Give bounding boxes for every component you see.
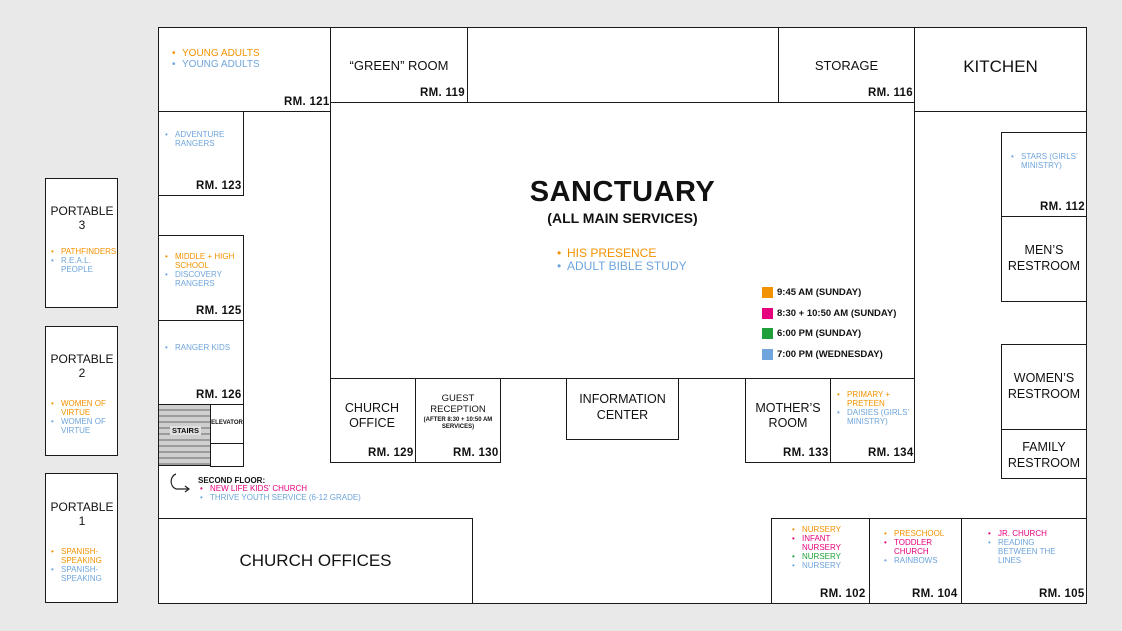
program-item: • WOMEN OF VIRTUE: [51, 418, 115, 436]
portable-1-programs: [51, 548, 115, 584]
room-104-number: RM. 104: [912, 588, 958, 600]
program-item: • JR. CHURCH: [988, 530, 1068, 539]
program-item: • NURSERY: [792, 526, 868, 535]
room-104-programs: [884, 530, 960, 566]
room-130-name: GUEST RECEPTION: [430, 393, 486, 415]
portable-3[interactable]: [45, 178, 118, 308]
program-item: • MIDDLE + HIGH SCHOOL: [165, 253, 241, 271]
room-119-number: RM. 119: [420, 87, 465, 99]
room-130-number: RM. 130: [453, 447, 499, 459]
room-129-number: RM. 129: [368, 447, 414, 459]
program-item: • NEW LIFE KIDS’ CHURCH: [200, 485, 400, 494]
elevator-label: ELEVATOR: [211, 420, 243, 426]
room-102-programs: [792, 526, 868, 571]
program-item: • RANGER KIDS: [165, 344, 241, 353]
sanctuary-title: SANCTUARY: [529, 176, 716, 208]
elevator-shaft: [210, 443, 244, 467]
program-item: • PRIMARY + PRETEEN: [837, 391, 911, 409]
room-121-programs: [172, 48, 322, 70]
room-105-number: RM. 105: [1039, 588, 1085, 600]
room-105-programs: [988, 530, 1068, 566]
room-119-name: “GREEN” ROOM: [349, 58, 449, 73]
program-item: • YOUNG ADULTS: [172, 59, 322, 70]
room-134-number: RM. 134: [868, 447, 914, 459]
room-112-programs: [1011, 153, 1083, 171]
stairs[interactable]: [158, 404, 211, 466]
room-123-number: RM. 123: [196, 180, 242, 192]
legend-swatch-green: [762, 328, 773, 339]
kitchen-name: KITCHEN: [963, 57, 1038, 76]
sanctuary-subtitle: (ALL MAIN SERVICES): [547, 210, 698, 226]
room-125-programs: [165, 253, 241, 289]
room-133-name: MOTHER’S ROOM: [755, 401, 821, 430]
room-112-number: RM. 112: [1040, 201, 1085, 213]
second-floor-title: SECOND FLOOR:: [198, 476, 266, 485]
room-123-programs: [165, 131, 239, 149]
mens-restroom-name: MEN’S RESTROOM: [1007, 243, 1081, 273]
portable-2-title: PORTABLE 2: [50, 352, 114, 381]
legend-label: 7:00 PM (WEDNESDAY): [777, 349, 883, 360]
program-item: • STARS (GIRLS’ MINISTRY): [1011, 153, 1083, 171]
legend-label: 6:00 PM (SUNDAY): [777, 328, 862, 339]
legend-swatch-magenta: [762, 308, 773, 319]
program-item: • DAISIES (GIRLS’ MINISTRY): [837, 409, 911, 427]
portable-2[interactable]: [45, 326, 118, 456]
room-125-number: RM. 125: [196, 305, 242, 317]
program-item: • SPANISH-SPEAKING: [51, 566, 115, 584]
room-121-number: RM. 121: [284, 96, 330, 108]
legend-swatch-orange: [762, 287, 773, 298]
legend-swatch-blue: [762, 349, 773, 360]
room-116-number: RM. 116: [868, 87, 913, 99]
legend-item: [762, 308, 896, 319]
room-134-programs: [837, 391, 911, 427]
room-133-number: RM. 133: [783, 447, 829, 459]
information-center-name: INFORMATION CENTER: [579, 392, 666, 422]
legend-item: [762, 287, 861, 298]
room-126-number: RM. 126: [196, 389, 242, 401]
portable-3-title: PORTABLE 3: [50, 204, 114, 233]
legend-item: [762, 328, 861, 339]
second-floor-arrow-icon: [168, 472, 194, 494]
program-item: • SPANISH-SPEAKING: [51, 548, 115, 566]
program-item: • NURSERY: [792, 553, 868, 562]
program-item: • HIS PRESENCE: [557, 247, 777, 260]
program-item: • WOMEN OF VIRTUE: [51, 400, 115, 418]
family-restroom-name: FAMILY RESTROOM: [1007, 440, 1081, 470]
room-116-name: STORAGE: [814, 58, 879, 73]
program-item: • R.E.A.L. PEOPLE: [51, 257, 115, 275]
program-item: • TODDLER CHURCH: [884, 539, 960, 557]
program-item: • PATHFINDERS: [51, 248, 115, 257]
program-item: • INFANT NURSERY: [792, 535, 868, 553]
program-item: • THRIVE YOUTH SERVICE (6-12 GRADE): [200, 494, 400, 503]
womens-restroom-name: WOMEN’S RESTROOM: [1007, 371, 1081, 401]
legend-label: 9:45 AM (SUNDAY): [777, 287, 862, 298]
legend-label: 8:30 + 10:50 AM (SUNDAY): [777, 308, 897, 319]
program-item: • DISCOVERY RANGERS: [165, 271, 241, 289]
program-item: • ADVENTURE RANGERS: [165, 131, 239, 149]
program-item: • PRESCHOOL: [884, 530, 960, 539]
portable-3-programs: [51, 248, 115, 275]
portable-1-title: PORTABLE 1: [50, 500, 114, 529]
room-126-programs: [165, 344, 241, 353]
room-102-number: RM. 102: [820, 588, 866, 600]
stairs-label: STAIRS: [172, 426, 199, 435]
program-item: • YOUNG ADULTS: [172, 48, 322, 59]
legend-item: [762, 349, 883, 360]
room-130-note: (AFTER 8:30 + 10:50 AM SERVICES): [423, 417, 493, 431]
sanctuary-programs: [557, 247, 777, 274]
program-item: • RAINBOWS: [884, 557, 960, 566]
program-item: • NURSERY: [792, 562, 868, 571]
program-item: • READING BETWEEN THE LINES: [988, 539, 1068, 566]
room-129-name: CHURCH OFFICE: [344, 401, 400, 430]
second-floor-programs: [200, 485, 400, 503]
church-offices-name: CHURCH OFFICES: [239, 551, 392, 570]
program-item: • ADULT BIBLE STUDY: [557, 260, 777, 273]
portable-2-programs: [51, 400, 115, 436]
